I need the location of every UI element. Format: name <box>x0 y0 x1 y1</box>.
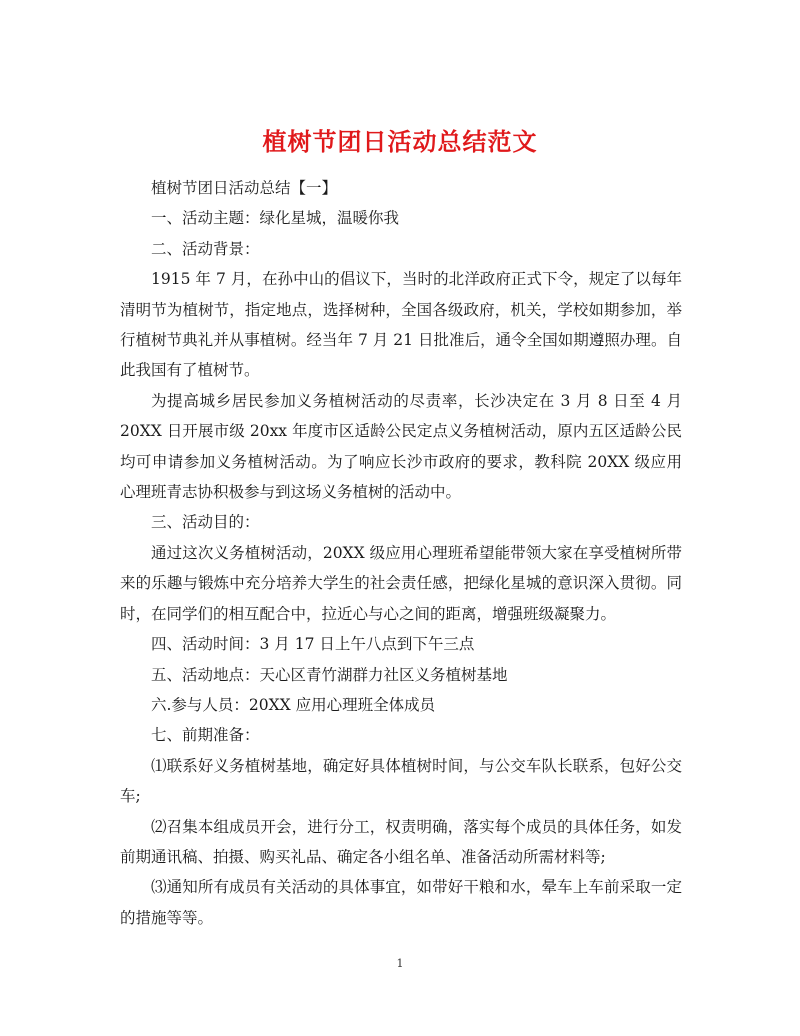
background-heading: 二、活动背景： <box>151 239 260 258</box>
purpose-paragraph: 通过这次义务植树活动，20XX 级应用心理班希望能带领大家在享受植树所带来的乐趣与锻炼中充分培养大学生的社会责任感，把绿化星城的意识深入贯彻。同时，在同学们的相互配合中，拉近心与心之间的距离，增强班级凝聚力。 <box>120 543 682 623</box>
preparation-heading: 七、前期准备： <box>151 726 260 745</box>
preparation-item-1: ⑴联系好义务植树基地，确定好具体植树时间，与公交车队长联系，包好公交车; <box>120 756 682 806</box>
activity-theme: 一、活动主题：绿化星城，温暖你我 <box>151 209 400 228</box>
preparation-item-2: ⑵召集本组成员开会，进行分工，权责明确，落实每个成员的具体任务，如发前期通讯稿、拍摄、购买礼品、确定各小组名单、准备活动所需材料等; <box>120 817 682 866</box>
activity-time: 四、活动时间：3 月 17 日上午八点到下午三点 <box>151 635 475 654</box>
document-body <box>120 173 682 933</box>
preparation-item-3: ⑶通知所有成员有关活动的具体事宜，如带好干粮和水，晕车上车前采取一定的措施等等。 <box>120 878 682 927</box>
participants: 六.参与人员：20XX 应用心理班全体成员 <box>151 695 436 714</box>
purpose-heading: 三、活动目的： <box>151 513 260 532</box>
section-heading: 植树节团日活动总结【一】 <box>151 179 338 197</box>
background-paragraph-1: 1915 年 7 月，在孙中山的倡议下，当时的北洋政府正式下令，规定了以每年清明节为植树节，指定地点，选择树种，全国各级政府，机关，学校如期参加，举行植树节典礼并从事植树。经当年 7 月 21 日批准后，通令全国如期遵照办理。自此我国有了植树节。 <box>120 270 682 380</box>
page-number: 1 <box>396 957 404 970</box>
document-title: 植树节团日活动总结范文 <box>262 127 538 157</box>
background-paragraph-2: 为提高城乡居民参加义务植树活动的尽责率，长沙决定在 3 月 8 日至 4 月20XX 日开展市级 20xx 年度市区适龄公民定点义务植树活动，原内五区适龄公民均可申请参加义务植树活动。为了响应长沙市政府的要求，教科院 20XX 级应用心理班青志协积极参与到这场义务植树的活动中。 <box>120 391 682 502</box>
activity-location: 五、活动地点：天心区青竹湖群力社区义务植树基地 <box>151 665 508 684</box>
